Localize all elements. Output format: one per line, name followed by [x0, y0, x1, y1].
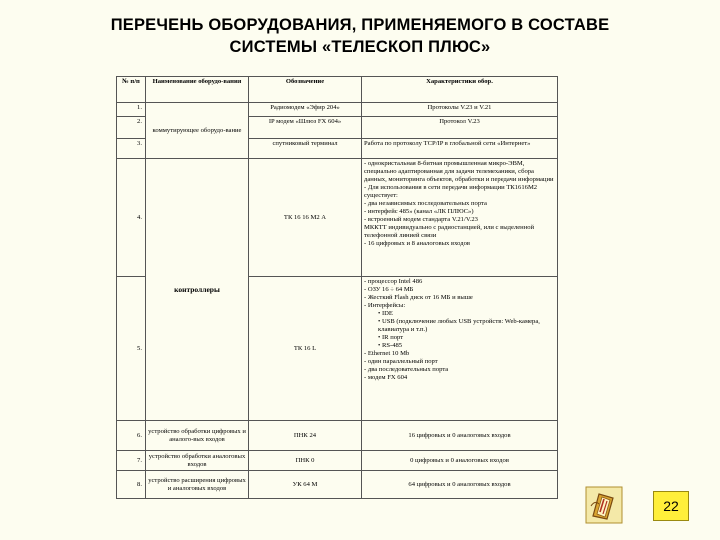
list-item: • USB (подключение любых USB устройств: Web-камера, клавиатура и т.п.)	[378, 318, 540, 333]
slide-title-line-2: СИСТЕМЫ «ТЕЛЕСКОП ПЛЮС»	[229, 38, 491, 56]
row-num: 3.	[117, 139, 146, 159]
list-item: - модем FX 604	[364, 374, 408, 381]
header-characteristics: Характеристики обор.	[362, 77, 558, 103]
row-num: 5.	[117, 277, 146, 421]
header-num: № п/п	[117, 77, 146, 103]
row-designation: ТК 16 16 М2 А	[249, 159, 362, 277]
row-designation: ПНК 0	[249, 451, 362, 471]
row-characteristics: 0 цифровых и 0 аналоговых входов	[362, 451, 558, 471]
slide-title-line-1: ПЕРЕЧЕНЬ ОБОРУДОВАНИЯ, ПРИМЕНЯЕМОГО В СОСТАВЕ	[110, 16, 610, 34]
table-row	[117, 159, 558, 277]
list-item: - ОЗУ 16 ÷ 64 МБ	[364, 286, 414, 293]
list-item: - Ethernet 10 Mb	[364, 350, 410, 357]
list-item: - 16 цифровых и 8 аналоговых входов	[364, 240, 471, 247]
row-designation: УК 64 М	[249, 471, 362, 499]
row-num: 2.	[117, 117, 146, 139]
list-item: - однокристальная 8-битная промышленная микро-ЭВМ,	[364, 160, 525, 167]
table-header-row	[117, 77, 558, 103]
list-item: - встроенный модем стандарта V.21/V.23	[364, 216, 478, 223]
characteristics-list	[364, 160, 555, 248]
header-designation: Обозначение	[249, 77, 362, 103]
row-num: 8.	[117, 471, 146, 499]
row-designation: ПНК 24	[249, 421, 362, 451]
list-item: - один параллельный порт	[364, 358, 438, 365]
header-name: Наименование оборудо-вания	[146, 77, 249, 103]
row-name: коммутирующее оборудо-вание	[146, 103, 249, 159]
list-item: • IDE	[378, 310, 393, 317]
row-num: 4.	[117, 159, 146, 277]
characteristics-list	[364, 278, 555, 382]
list-item: МККТТ индивидуально с радиостанцией, или с выделенной телефонной линией связи	[364, 224, 535, 239]
equipment-table	[116, 76, 558, 499]
list-item: - два независимых последовательных порта	[364, 200, 487, 207]
list-item: - Для использования в сети передачи информации ТК1616М2 существует:	[364, 184, 538, 199]
row-characteristics: 16 цифровых и 0 аналоговых входов	[362, 421, 558, 451]
list-item: - процессор Intel 486	[364, 278, 423, 285]
row-designation: ТК 16 L	[249, 277, 362, 421]
page-number: 22	[653, 491, 689, 521]
table-row	[117, 103, 558, 117]
table-row	[117, 421, 558, 451]
row-characteristics: Работа по протоколу TCP/IP в глобальной сети «Интернет»	[362, 139, 558, 159]
book-icon[interactable]	[585, 486, 623, 524]
row-designation: спутниковый терминал	[249, 139, 362, 159]
row-characteristics: 64 цифровых и 0 аналоговых входов	[362, 471, 558, 499]
row-name: устройство обработки аналоговых входов	[146, 451, 249, 471]
controllers-label: контроллеры	[146, 159, 249, 421]
row-name: устройство расширения цифровых и аналоговых входов	[146, 471, 249, 499]
list-item: специально адаптированная для задачи телемеханики, сбора данных, мониторинга объектов, обработки и передачи информации	[364, 168, 554, 183]
slide-title	[0, 14, 720, 58]
row-characteristics	[362, 277, 558, 421]
row-num: 7.	[117, 451, 146, 471]
list-item: - Интерфейсы:	[364, 302, 406, 309]
row-characteristics	[362, 159, 558, 277]
list-item: • RS-485	[378, 342, 403, 349]
row-num: 1.	[117, 103, 146, 117]
row-characteristics: Протокол V.23	[362, 117, 558, 139]
row-characteristics: Протоколы V.23 и V.21	[362, 103, 558, 117]
row-name: устройство обработки цифровых и аналого-вых входов	[146, 421, 249, 451]
table-row	[117, 471, 558, 499]
list-item: - Жесткий Flash диск от 16 МБ и выше	[364, 294, 473, 301]
table-row	[117, 451, 558, 471]
list-item: • IR порт	[378, 334, 404, 341]
list-item: - интерфейс 485» (канал «ЛК ПЛЮС»)	[364, 208, 474, 215]
row-designation: Радиомодем «Эфир 204»	[249, 103, 362, 117]
list-item: - два последовательных порта	[364, 366, 449, 373]
book-icon-graphic	[585, 486, 623, 524]
row-designation: IP модем «Шлюз FX 604»	[249, 117, 362, 139]
equipment-table-wrapper	[116, 76, 557, 498]
row-num: 6.	[117, 421, 146, 451]
